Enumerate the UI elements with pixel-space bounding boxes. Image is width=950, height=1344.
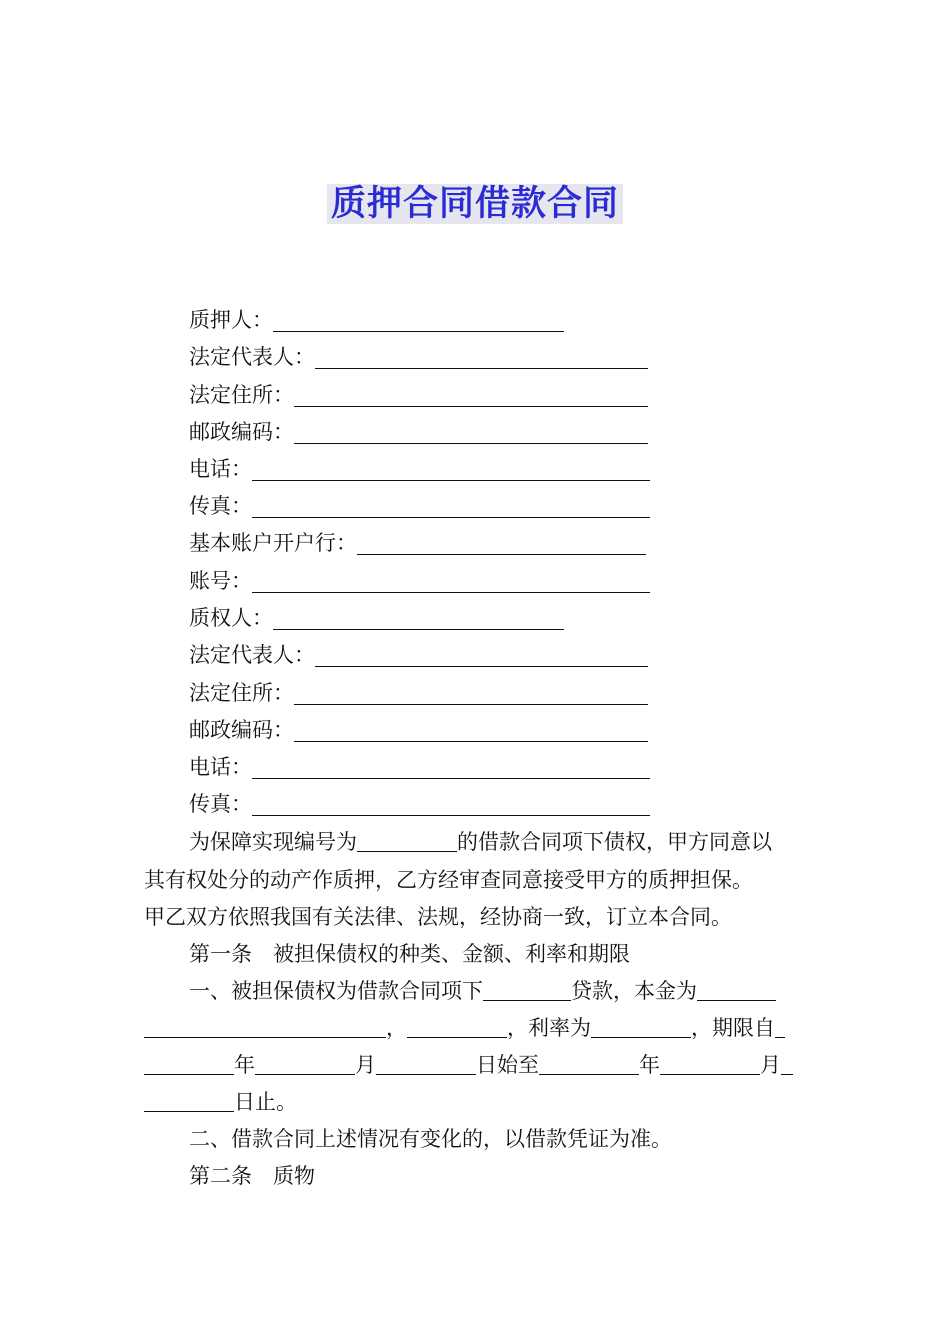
article-1-item-2: 二、借款合同上述情况有变化的，以借款凭证为准。 [189, 1127, 672, 1151]
field-pledgor [189, 305, 564, 335]
field-bank [189, 528, 646, 558]
intro-line-2: 其有权处分的动产作质押，乙方经审查同意接受甲方的质押担保。 [144, 868, 753, 892]
fill-blank[interactable] [294, 682, 648, 705]
field-pledgee [189, 603, 564, 633]
fill-blank[interactable] [315, 346, 648, 369]
article-2-heading: 第二条 质物 [189, 1164, 315, 1188]
fill-blank[interactable] [252, 495, 650, 518]
fill-blank[interactable] [591, 1015, 691, 1038]
field-legal-address [189, 678, 648, 708]
field-phone [189, 454, 650, 484]
text: 一、被担保债权为借款合同项下 [189, 979, 483, 1003]
field-label: 传真： [189, 792, 252, 816]
fill-blank[interactable] [294, 719, 648, 742]
text: ，期限自 [691, 1016, 775, 1040]
field-label: 质权人： [189, 606, 273, 630]
field-label: 质押人： [189, 308, 273, 332]
fill-blank[interactable] [407, 1015, 507, 1038]
fill-blank[interactable] [252, 458, 650, 481]
field-label: 邮政编码： [189, 420, 294, 444]
article-1-line-4 [144, 1087, 297, 1117]
fill-blank[interactable] [376, 1052, 476, 1075]
field-label: 邮政编码： [189, 718, 294, 742]
field-label: 法定代表人： [189, 643, 315, 667]
field-label: 法定住所： [189, 681, 294, 705]
fill-blank[interactable] [144, 1015, 386, 1038]
fill-blank[interactable] [252, 756, 650, 779]
text: 日止。 [234, 1090, 297, 1114]
field-account [189, 566, 650, 596]
fill-blank[interactable] [144, 1089, 234, 1112]
article-1-line-3 [144, 1050, 793, 1080]
field-label: 传真： [189, 494, 252, 518]
text: 为保障实现编号为 [189, 830, 357, 854]
fill-blank[interactable] [294, 384, 648, 407]
document-title [0, 176, 950, 226]
fill-blank[interactable] [252, 570, 650, 593]
text: 年 [639, 1053, 660, 1077]
field-phone [189, 752, 650, 782]
fill-blank[interactable] [273, 309, 564, 332]
field-label: 法定代表人： [189, 345, 315, 369]
field-postal-code [189, 417, 648, 447]
field-legal-address [189, 380, 648, 410]
fill-blank[interactable] [315, 644, 648, 667]
field-label: 账号： [189, 569, 252, 593]
text: ，利率为 [507, 1016, 591, 1040]
text: 年 [234, 1053, 255, 1077]
text: 的借款合同项下债权，甲方同意以 [457, 830, 772, 854]
fill-blank[interactable] [697, 978, 776, 1001]
field-label: 法定住所： [189, 383, 294, 407]
fill-blank[interactable] [660, 1052, 760, 1075]
text: 月 [760, 1053, 781, 1077]
fill-blank[interactable] [144, 1052, 234, 1075]
article-1-heading: 第一条 被担保债权的种类、金额、利率和期限 [189, 942, 630, 966]
title-text: 质押合同借款合同 [327, 184, 623, 224]
fill-blank[interactable] [539, 1052, 639, 1075]
fill-blank[interactable] [483, 978, 571, 1001]
fill-blank[interactable] [775, 1015, 785, 1038]
text: 日始至 [476, 1053, 539, 1077]
fill-blank[interactable] [781, 1052, 793, 1075]
article-1-line-1 [189, 976, 776, 1006]
field-legal-representative [189, 342, 648, 372]
fill-blank[interactable] [357, 532, 646, 555]
intro-line-3: 甲乙双方依照我国有关法律、法规，经协商一致，订立本合同。 [144, 905, 732, 929]
fill-blank[interactable] [357, 829, 457, 852]
field-postal-code [189, 715, 648, 745]
field-label: 电话： [189, 755, 252, 779]
text: ， [386, 1016, 407, 1040]
intro-line-1 [189, 827, 772, 857]
field-fax [189, 789, 650, 819]
fill-blank[interactable] [294, 421, 648, 444]
field-legal-representative [189, 640, 648, 670]
text: 月 [355, 1053, 376, 1077]
field-fax [189, 491, 650, 521]
article-1-line-2 [144, 1013, 785, 1043]
field-label: 基本账户开户行： [189, 531, 357, 555]
text: 贷款，本金为 [571, 979, 697, 1003]
fill-blank[interactable] [255, 1052, 355, 1075]
fill-blank[interactable] [252, 793, 650, 816]
field-label: 电话： [189, 457, 252, 481]
fill-blank[interactable] [273, 607, 564, 630]
